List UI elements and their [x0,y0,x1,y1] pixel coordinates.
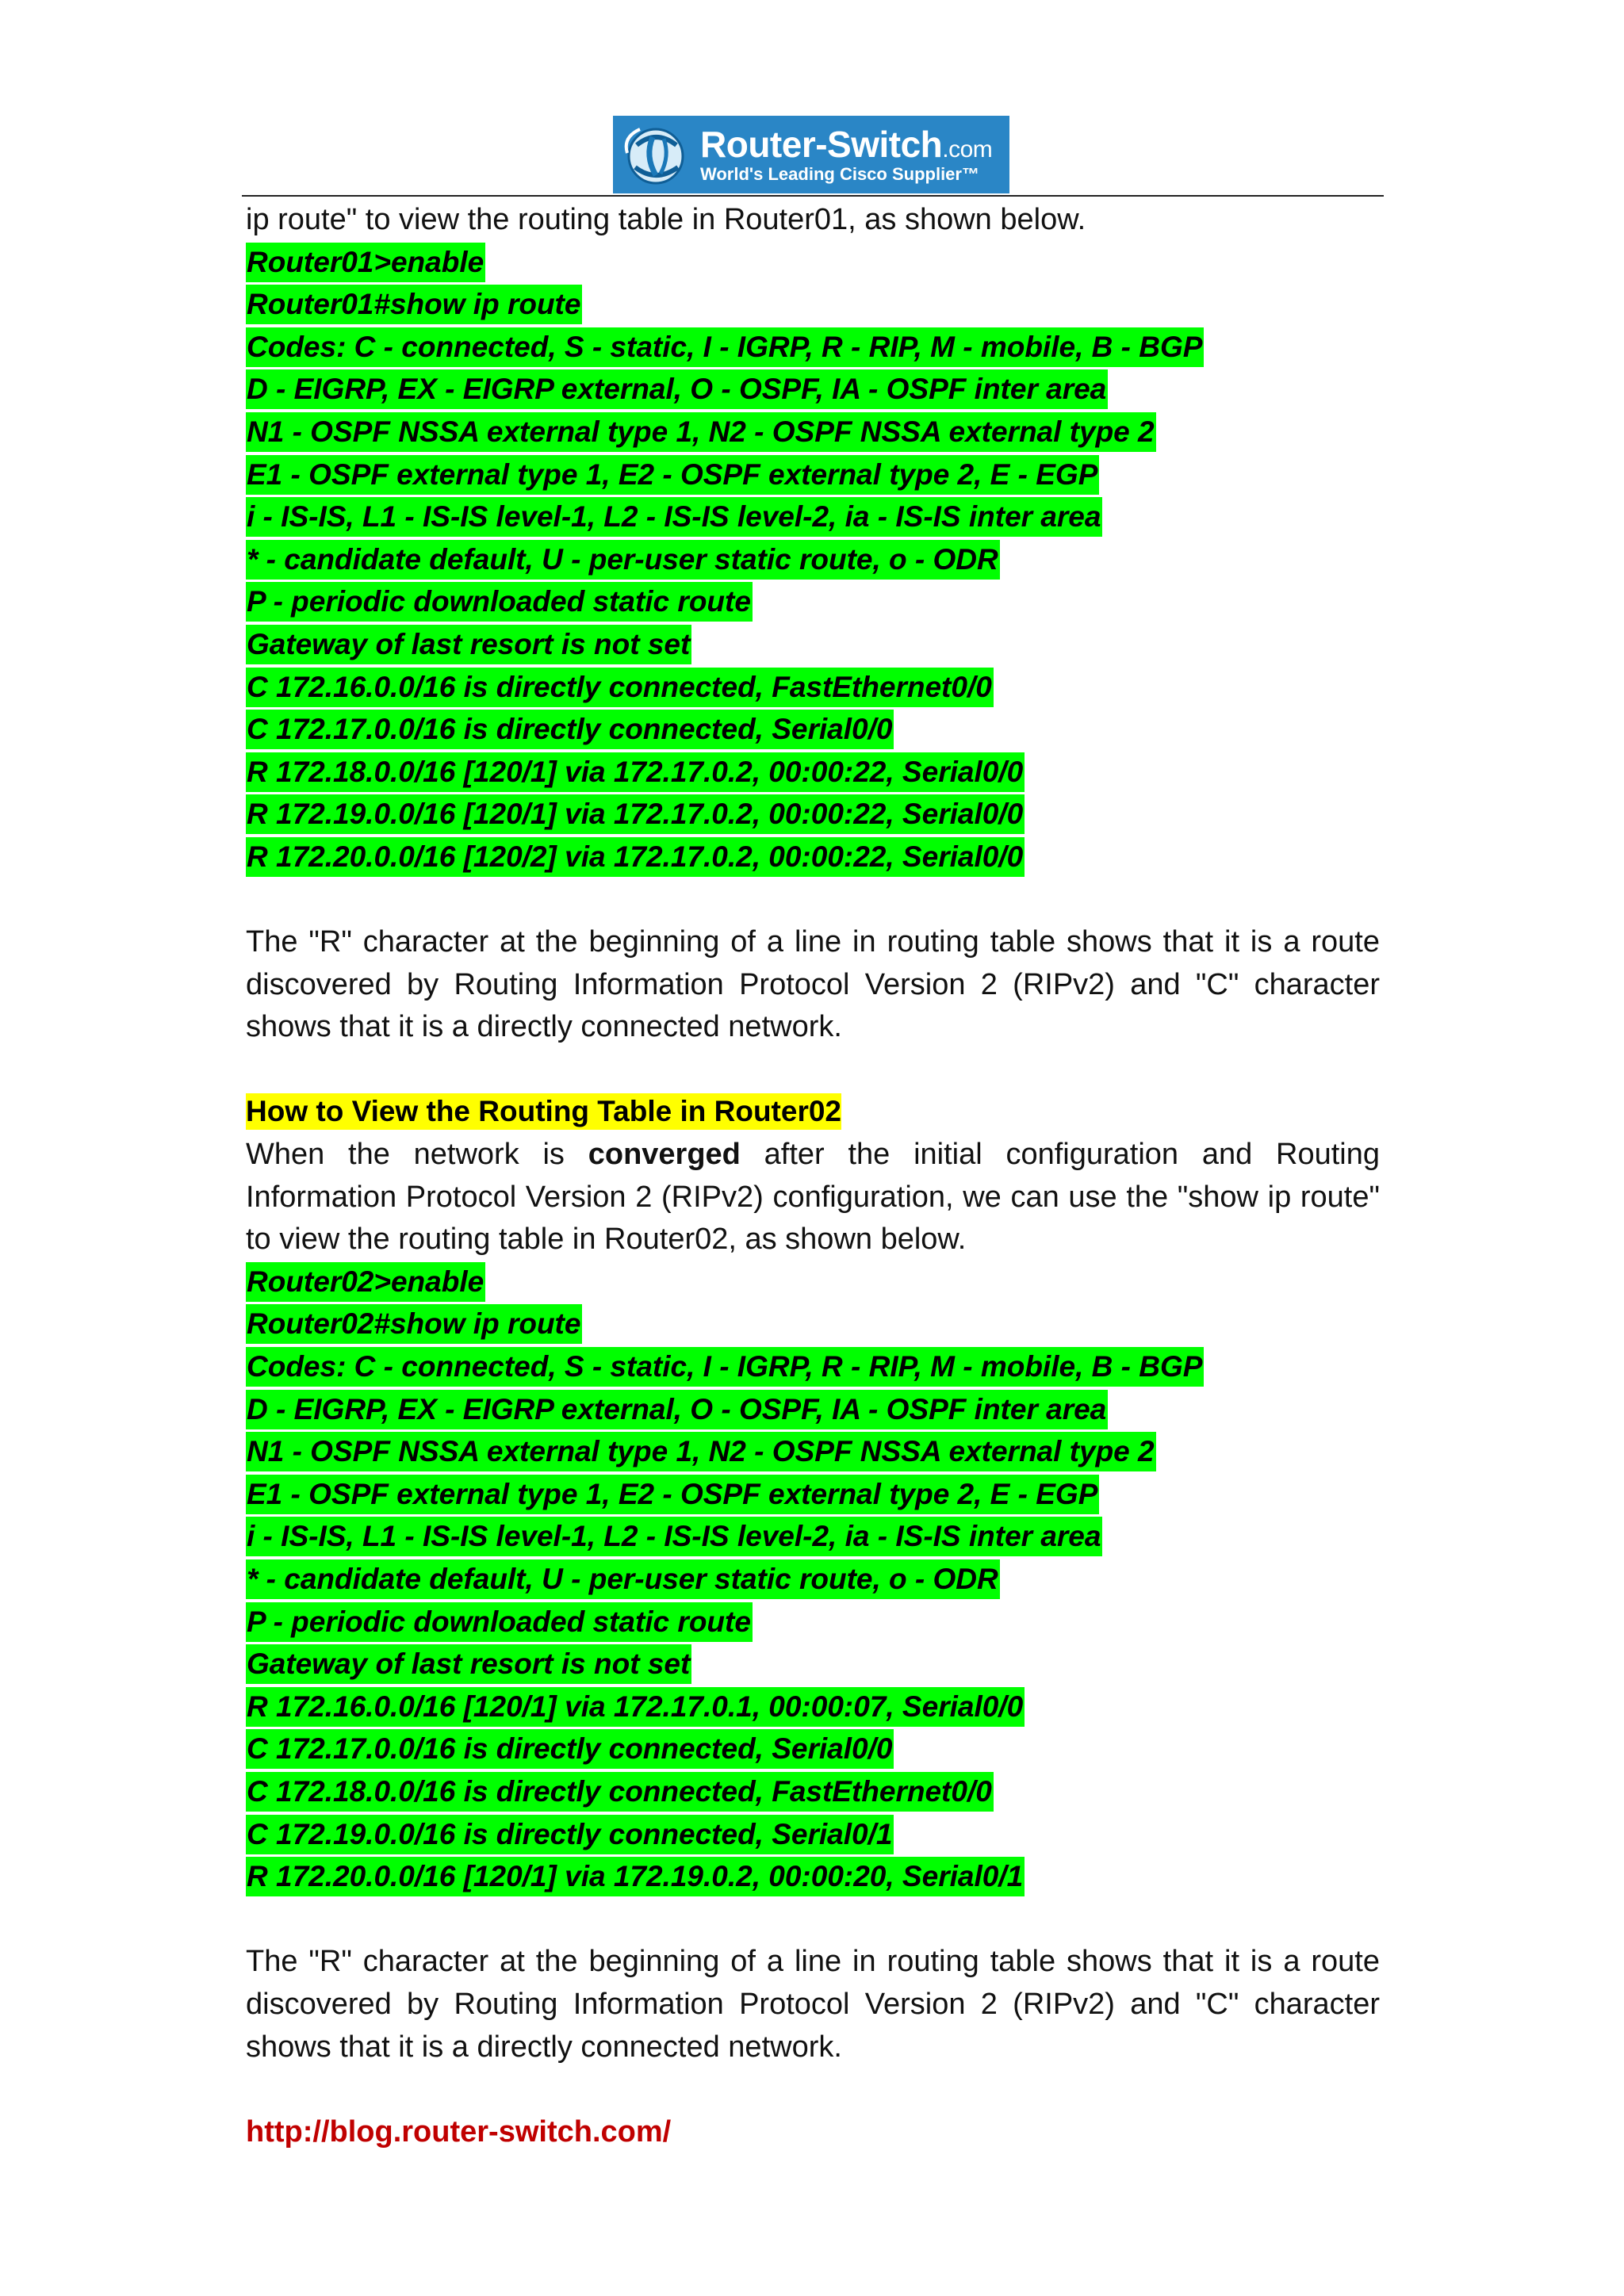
section2-intro: When the network is converged after the initial configuration and Routing Information Protocol Version 2 (RIPv2) configuration, we can use the "show ip route" to view the routing table in Router02, as shown below. [246,1138,1380,1257]
code-line: P - periodic downloaded static route [246,1602,753,1642]
blog-link[interactable]: http://blog.router-switch.com/ [246,2114,672,2149]
header-divider [242,195,1384,197]
code-line: Codes: C - connected, S - static, I - IGRP, R - RIP, M - mobile, B - BGP [246,327,1204,367]
logo-text [700,126,992,183]
code-line: E1 - OSPF external type 1, E2 - OSPF external type 2, E - EGP [246,1475,1099,1514]
code-line: C 172.19.0.0/16 is directly connected, Serial0/1 [246,1815,894,1854]
logo-globe-icon [621,121,694,188]
code-line: Router02#show ip route [246,1304,582,1344]
router01-code-block [246,242,1380,879]
code-line: Gateway of last resort is not set [246,1644,691,1684]
code-line: N1 - OSPF NSSA external type 1, N2 - OSPF NSSA external type 2 [246,412,1156,452]
document-body [246,199,1380,2153]
code-line: P - periodic downloaded static route [246,582,753,622]
code-line: R 172.18.0.0/16 [120/1] via 172.17.0.2, 00:00:22, Serial0/0 [246,752,1025,792]
code-line: Codes: C - connected, S - static, I - IGRP, R - RIP, M - mobile, B - BGP [246,1347,1204,1387]
code-line: Router02>enable [246,1262,485,1302]
code-line: C 172.16.0.0/16 is directly connected, FastEthernet0/0 [246,668,994,707]
code-line: C 172.17.0.0/16 is directly connected, Serial0/0 [246,1729,894,1769]
code-line: * - candidate default, U - per-user static route, o - ODR [246,540,1000,580]
logo-tagline: World's Leading Cisco Supplier™ [700,164,979,184]
code-line: i - IS-IS, L1 - IS-IS level-1, L2 - IS-IS level-2, ia - IS-IS inter area [246,1517,1102,1556]
code-line: Router01#show ip route [246,285,582,324]
section1-intro: ip route" to view the routing table in Router01, as shown below. [246,203,1086,236]
code-line: i - IS-IS, L1 - IS-IS level-1, L2 - IS-IS level-2, ia - IS-IS inter area [246,497,1102,537]
code-line: C 172.18.0.0/16 is directly connected, FastEthernet0/0 [246,1772,994,1812]
router-switch-logo[interactable] [613,116,1009,193]
converged-term: converged [588,1138,741,1172]
section2-explanation: The "R" character at the beginning of a line in routing table shows that it is a route discovered by Routing Information Protocol Version 2 (RIPv2) and "C" character shows that it is a directly connected network. [246,1945,1380,2064]
code-line: * - candidate default, U - per-user static route, o - ODR [246,1559,1000,1599]
code-line: R 172.20.0.0/16 [120/1] via 172.19.0.2, 00:00:20, Serial0/1 [246,1857,1025,1896]
logo-name: Router-Switch.com [700,124,993,165]
section2-heading: How to View the Routing Table in Router02 [246,1093,841,1130]
code-line: D - EIGRP, EX - EIGRP external, O - OSPF, IA - OSPF inter area [246,1390,1108,1429]
code-line: E1 - OSPF external type 1, E2 - OSPF external type 2, E - EGP [246,455,1099,495]
code-line: D - EIGRP, EX - EIGRP external, O - OSPF, IA - OSPF inter area [246,369,1108,409]
code-line: N1 - OSPF NSSA external type 1, N2 - OSPF NSSA external type 2 [246,1432,1156,1471]
router02-code-block [246,1261,1380,1899]
code-line: Gateway of last resort is not set [246,625,691,664]
code-line: Router01>enable [246,243,485,282]
code-line: R 172.20.0.0/16 [120/2] via 172.17.0.2, 00:00:22, Serial0/0 [246,837,1025,877]
section1-explanation: The "R" character at the beginning of a line in routing table shows that it is a route discovered by Routing Information Protocol Version 2 (RIPv2) and "C" character shows that it is a directly connected network. [246,925,1380,1044]
code-line: R 172.16.0.0/16 [120/1] via 172.17.0.1, 00:00:07, Serial0/0 [246,1687,1025,1727]
code-line: C 172.17.0.0/16 is directly connected, Serial0/0 [246,710,894,749]
code-line: R 172.19.0.0/16 [120/1] via 172.17.0.2, 00:00:22, Serial0/0 [246,794,1025,834]
